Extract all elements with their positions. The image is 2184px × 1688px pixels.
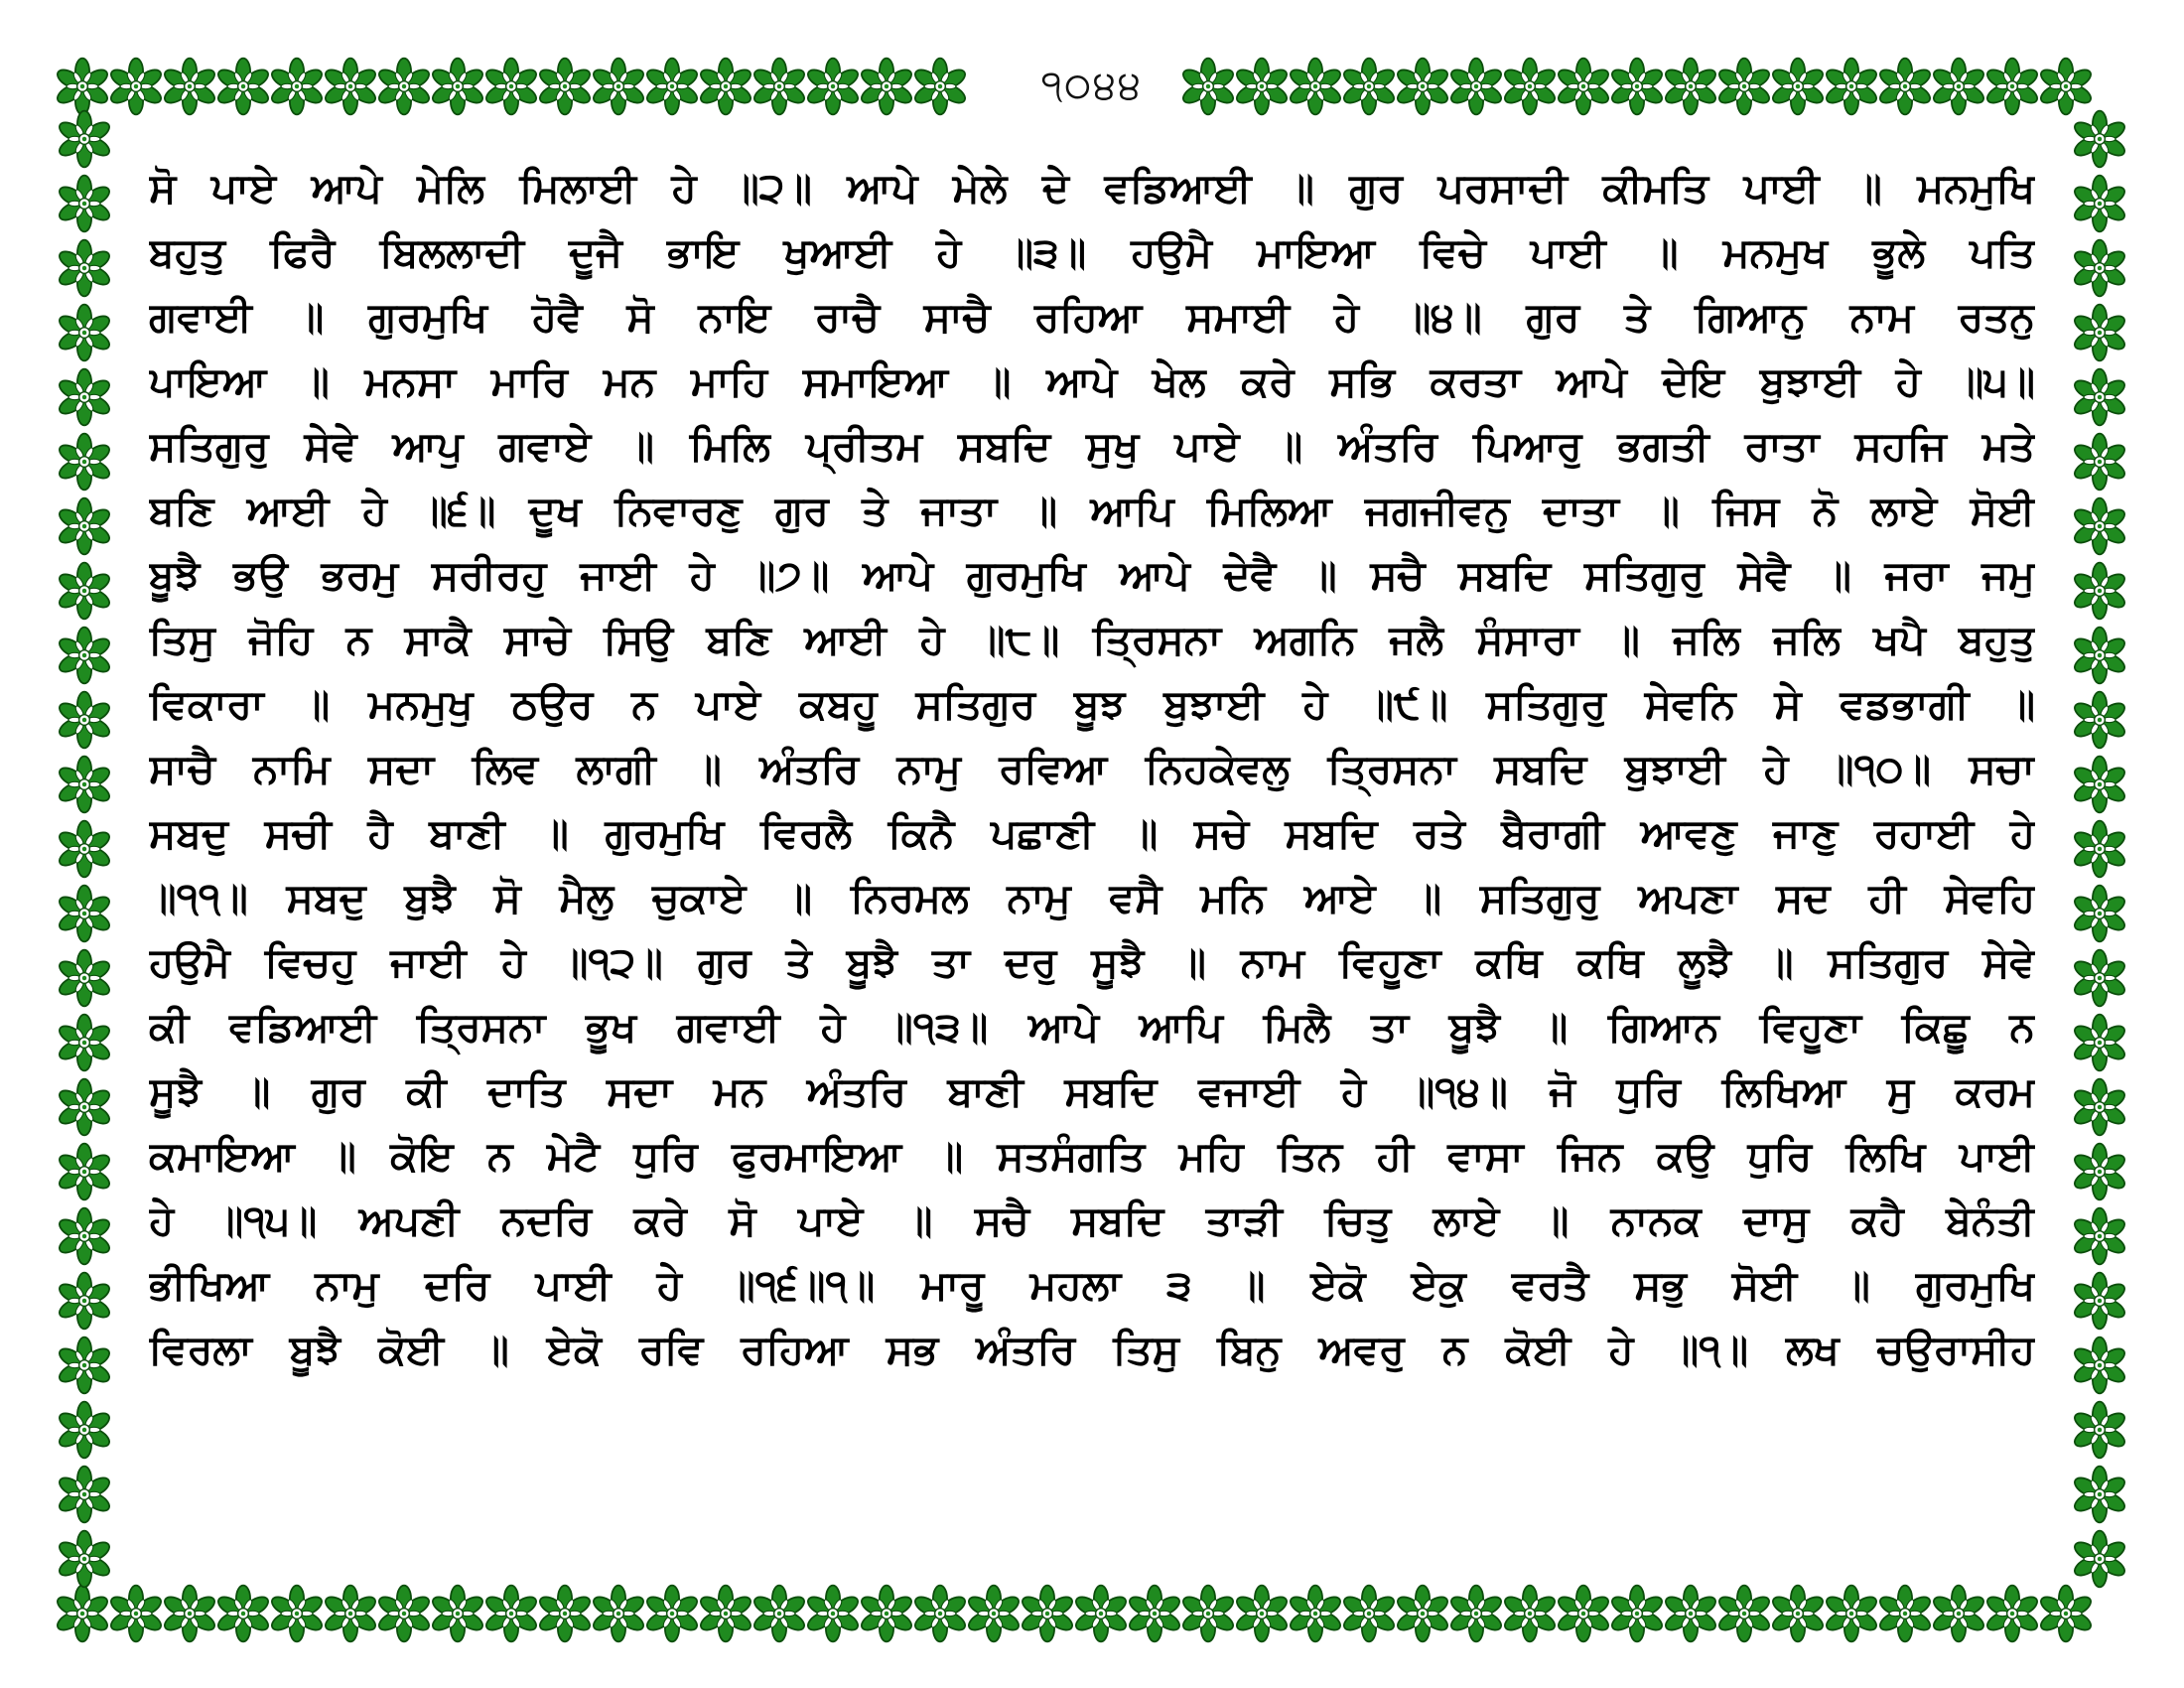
floral-border-left [50,99,119,1609]
flower-ornament-icon [1824,59,1879,115]
text-line: ਭੀਖਿਆ ਨਾਮੁ ਦਰਿ ਪਾਈ ਹੇ ॥੧੬॥੧॥ ਮਾਰੂ ਮਹਲਾ ੩ ॥ ਏਕੋ ਏਕੁ ਵਰਤੈ ਸਭੁ ਸੋਈ ॥ ਗੁਰਮੁਖਿ [149,1261,2035,1309]
floral-border-bottom [50,1579,2134,1648]
text-line: ਪਾਇਆ ॥ ਮਨਸਾ ਮਾਰਿ ਮਨ ਮਾਹਿ ਸਮਾਇਆ ॥ ਆਪੇ ਖੇਲ ਕਰੇ ਸਭਿ ਕਰਤਾ ਆਪੇ ਦੇਇ ਬੁਝਾਈ ਹੇ ॥੫॥ [149,357,2035,405]
text-line: ਬੂਝੈ ਭਉ ਭਰਮੁ ਸਰੀਰਹੁ ਜਾਈ ਹੇ ॥੭॥ ਆਪੇ ਗੁਰਮੁਖਿ ਆਪੇ ਦੇਵੈ ॥ ਸਚੈ ਸਬਦਿ ਸਤਿਗੁਰੁ ਸੇਵੈ ॥ ਜਰਾ ਜਮੁ [149,551,2035,599]
flower-ornament-icon [2072,1208,2127,1265]
text-line: ਵਿਕਾਰਾ ॥ ਮਨਮੁਖੁ ਠਉਰ ਨ ਪਾਏ ਕਬਹੂ ਸਤਿਗੁਰ ਬੂਝ ਬੁਝਾਈ ਹੇ ॥੯॥ ਸਤਿਗੁਰੁ ਸੇਵਨਿ ਸੇ ਵਡਭਾਗੀ ॥ [149,680,2035,728]
flower-ornament-icon [1341,1586,1397,1642]
flower-ornament-icon [57,176,112,232]
flower-ornament-icon [2072,1144,2127,1200]
flower-ornament-icon [1877,59,1933,115]
text-line: ਸਬਦੁ ਸਚੀ ਹੈ ਬਾਣੀ ॥ ਗੁਰਮੁਖਿ ਵਿਰਲੈ ਕਿਨੈ ਪਛਾਣੀ ॥ ਸਚੇ ਸਬਦਿ ਰਤੇ ਬੈਰਾਗੀ ਆਵਣੁ ਜਾਣੁ ਰਹਾਈ ਹੇ [149,809,2035,857]
flower-ornament-icon [698,1586,753,1642]
text-line: ਕੀ ਵਡਿਆਈ ਤ੍ਰਿਸਨਾ ਭੂਖ ਗਵਾਈ ਹੇ ॥੧੩॥ ਆਪੇ ਆਪਿ ਮਿਲੈ ਤਾ ਬੂਝੈ ॥ ਗਿਆਨ ਵਿਹੂਣਾ ਕਿਛੂ ਨ [149,1003,2035,1051]
flower-ornament-icon [2072,1467,2127,1523]
flower-ornament-icon [1770,1586,1826,1642]
flower-ornament-icon [57,240,112,297]
flower-ornament-icon [1180,59,1236,115]
flower-ornament-icon [1716,1586,1772,1642]
flower-ornament-icon [2072,886,2127,942]
flower-ornament-icon [57,1144,112,1200]
flower-ornament-icon [698,59,753,115]
flower-ornament-icon [1984,1586,2040,1642]
text-line: ਤਿਸੁ ਜੋਹਿ ਨ ਸਾਕੈ ਸਾਚੇ ਸਿਉ ਬਣਿ ਆਈ ਹੇ ॥੮॥ ਤ੍ਰਿਸਨਾ ਅਗਨਿ ਜਲੈ ਸੰਸਾਰਾ ॥ ਜਲਿ ਜਲਿ ਖਪੈ ਬਹੁਤੁ [149,616,2035,663]
flower-ornament-icon [1448,1586,1504,1642]
flower-ornament-icon [1288,59,1343,115]
flower-ornament-icon [269,1586,325,1642]
flower-ornament-icon [57,1337,112,1394]
flower-ornament-icon [323,1586,378,1642]
text-line: ਸੂਝੈ ॥ ਗੁਰ ਕੀ ਦਾਤਿ ਸਦਾ ਮਨ ਅੰਤਰਿ ਬਾਣੀ ਸਬਦਿ ਵਜਾਈ ਹੇ ॥੧੪॥ ਜੋ ਧੁਰਿ ਲਿਖਿਆ ਸੁ ਕਰਮ [149,1067,2035,1115]
flower-ornament-icon [2072,757,2127,813]
flower-ornament-icon [1020,1586,1075,1642]
flower-ornament-icon [591,59,646,115]
flower-ornament-icon [1502,59,1558,115]
flower-ornament-icon [1609,1586,1665,1642]
flower-ornament-icon [2072,1531,2127,1588]
flower-ornament-icon [57,1531,112,1588]
text-line: ਹਉਮੈ ਵਿਚਹੁ ਜਾਈ ਹੇ ॥੧੨॥ ਗੁਰ ਤੇ ਬੂਝੈ ਤਾ ਦਰੁ ਸੂਝੈ ॥ ਨਾਮ ਵਿਹੂਣਾ ਕਥਿ ਕਥਿ ਲੂਝੈ ॥ ਸਤਿਗੁਰ ਸੇਵੇ [149,938,2035,986]
flower-ornament-icon [2072,821,2127,878]
flower-ornament-icon [1877,1586,1933,1642]
flower-ornament-icon [1502,1586,1558,1642]
flower-ornament-icon [323,59,378,115]
flower-ornament-icon [644,1586,700,1642]
flower-ornament-icon [376,59,432,115]
flower-ornament-icon [57,1467,112,1523]
flower-ornament-icon [1234,1586,1290,1642]
flower-ornament-icon [2072,176,2127,232]
flower-ornament-icon [57,1273,112,1330]
flower-ornament-icon [57,950,112,1007]
flower-ornament-icon [430,59,485,115]
text-line: ਸਤਿਗੁਰੁ ਸੇਵੇ ਆਪੁ ਗਵਾਏ ॥ ਮਿਲਿ ਪ੍ਰੀਤਮ ਸਬਦਿ ਸੁਖੁ ਪਾਏ ॥ ਅੰਤਰਿ ਪਿਆਰੁ ਭਗਤੀ ਰਾਤਾ ਸਹਜਿ ਮਤੇ [149,422,2035,470]
flower-ornament-icon [1288,1586,1343,1642]
flower-ornament-icon [1448,59,1504,115]
flower-ornament-icon [537,1586,593,1642]
flower-ornament-icon [57,305,112,361]
flower-ornament-icon [162,59,217,115]
text-line: ॥੧੧॥ ਸਬਦੁ ਬੁਝੈ ਸੋ ਮੈਲੁ ਚੁਕਾਏ ॥ ਨਿਰਮਲ ਨਾਮੁ ਵਸੈ ਮਨਿ ਆਏ ॥ ਸਤਿਗੁਰੁ ਅਪਣਾ ਸਦ ਹੀ ਸੇਵਹਿ [149,874,2035,921]
flower-ornament-icon [57,628,112,684]
flower-ornament-icon [537,59,593,115]
flower-ornament-icon [1716,59,1772,115]
flower-ornament-icon [162,1586,217,1642]
flower-ornament-icon [966,1586,1022,1642]
flower-ornament-icon [912,1586,968,1642]
flower-ornament-icon [751,1586,807,1642]
floral-border-right [2065,99,2134,1609]
flower-ornament-icon [805,1586,861,1642]
flower-ornament-icon [805,59,861,115]
flower-ornament-icon [483,1586,539,1642]
flower-ornament-icon [2072,563,2127,620]
flower-ornament-icon [751,59,807,115]
flower-ornament-icon [376,1586,432,1642]
flower-ornament-icon [1073,1586,1129,1642]
flower-ornament-icon [1663,1586,1718,1642]
text-line: ਬਣਿ ਆਈ ਹੇ ॥੬॥ ਦੂਖ ਨਿਵਾਰਣੁ ਗੁਰ ਤੇ ਜਾਤਾ ॥ ਆਪਿ ਮਿਲਿਆ ਜਗਜੀਵਨੁ ਦਾਤਾ ॥ ਜਿਸ ਨੋ ਲਾਏ ਸੋਈ [149,487,2035,534]
flower-ornament-icon [591,1586,646,1642]
flower-ornament-icon [1180,1586,1236,1642]
text-line: ਸਾਚੈ ਨਾਮਿ ਸਦਾ ਲਿਵ ਲਾਗੀ ॥ ਅੰਤਰਿ ਨਾਮੁ ਰਵਿਆ ਨਿਹਕੇਵਲੁ ਤ੍ਰਿਸਨਾ ਸਬਦਿ ਬੁਝਾਈ ਹੇ ॥੧੦॥ ਸਚਾ [149,745,2035,792]
text-line: ਗਵਾਈ ॥ ਗੁਰਮੁਖਿ ਹੋਵੈ ਸੋ ਨਾਇ ਰਾਚੈ ਸਾਚੈ ਰਹਿਆ ਸਮਾਈ ਹੇ ॥੪॥ ਗੁਰ ਤੇ ਗਿਆਨੁ ਨਾਮ ਰਤਨੁ [149,293,2035,341]
flower-ornament-icon [1770,59,1826,115]
text-line: ਹੇ ॥੧੫॥ ਅਪਣੀ ਨਦਰਿ ਕਰੇ ਸੋ ਪਾਏ ॥ ਸਚੈ ਸਬਦਿ ਤਾੜੀ ਚਿਤੁ ਲਾਏ ॥ ਨਾਨਕ ਦਾਸੁ ਕਹੈ ਬੇਨੰਤੀ [149,1196,2035,1244]
flower-ornament-icon [1984,59,2040,115]
flower-ornament-icon [2072,498,2127,555]
flower-ornament-icon [57,1402,112,1459]
text-line: ਸੋ ਪਾਏ ਆਪੇ ਮੇਲਿ ਮਿਲਾਈ ਹੇ ॥੨॥ ਆਪੇ ਮੇਲੇ ਦੇ ਵਡਿਆਈ ॥ ਗੁਰ ਪਰਸਾਦੀ ਕੀਮਤਿ ਪਾਈ ॥ ਮਨਮੁਖਿ [149,164,2035,211]
flower-ornament-icon [1931,59,1986,115]
flower-ornament-icon [2072,434,2127,491]
flower-ornament-icon [2072,1079,2127,1136]
flower-ornament-icon [57,111,112,168]
text-line: ਕਮਾਇਆ ॥ ਕੋਇ ਨ ਮੇਟੈ ਧੁਰਿ ਫੁਰਮਾਇਆ ॥ ਸਤਸੰਗਤਿ ਮਹਿ ਤਿਨ ਹੀ ਵਾਸਾ ਜਿਨ ਕਉ ਧੁਰਿ ਲਿਖਿ ਪਾਈ [149,1132,2035,1180]
flower-ornament-icon [57,498,112,555]
page-number: ੧੦੪੪ [1008,58,1176,113]
flower-ornament-icon [57,1015,112,1071]
flower-ornament-icon [2072,1337,2127,1394]
text-line: ਵਿਰਲਾ ਬੂਝੈ ਕੋਈ ॥ ਏਕੋ ਰਵਿ ਰਹਿਆ ਸਭ ਅੰਤਰਿ ਤਿਸੁ ਬਿਨੁ ਅਵਰੁ ਨ ਕੋਈ ਹੇ ॥੧॥ ਲਖ ਚਉਰਾਸੀਹ [149,1326,2035,1373]
flower-ornament-icon [912,59,968,115]
flower-ornament-icon [2072,1015,2127,1071]
flower-ornament-icon [1395,59,1450,115]
flower-ornament-icon [1234,59,1290,115]
flower-ornament-icon [57,563,112,620]
flower-ornament-icon [2072,692,2127,749]
flower-ornament-icon [2072,240,2127,297]
flower-ornament-icon [215,59,271,115]
flower-ornament-icon [57,886,112,942]
flower-ornament-icon [57,692,112,749]
flower-ornament-icon [2072,628,2127,684]
flower-ornament-icon [57,434,112,491]
flower-ornament-icon [57,821,112,878]
flower-ornament-icon [2072,1273,2127,1330]
flower-ornament-icon [2072,369,2127,426]
scripture-text [149,159,2035,1385]
text-line: ਬਹੁਤੁ ਫਿਰੈ ਬਿਲਲਾਦੀ ਦੂਜੈ ਭਾਇ ਖੁਆਈ ਹੇ ॥੩॥ ਹਉਮੈ ਮਾਇਆ ਵਿਚੇ ਪਾਈ ॥ ਮਨਮੁਖ ਭੂਲੇ ਪਤਿ [149,228,2035,276]
flower-ornament-icon [2072,950,2127,1007]
flower-ornament-icon [1556,1586,1611,1642]
flower-ornament-icon [1341,59,1397,115]
flower-ornament-icon [1663,59,1718,115]
flower-ornament-icon [57,1208,112,1265]
flower-ornament-icon [483,59,539,115]
flower-ornament-icon [57,369,112,426]
flower-ornament-icon [215,1586,271,1642]
flower-ornament-icon [1824,1586,1879,1642]
flower-ornament-icon [57,757,112,813]
flower-ornament-icon [859,1586,914,1642]
flower-ornament-icon [57,1079,112,1136]
flower-ornament-icon [644,59,700,115]
flower-ornament-icon [430,1586,485,1642]
flower-ornament-icon [1609,59,1665,115]
flower-ornament-icon [859,59,914,115]
flower-ornament-icon [1395,1586,1450,1642]
flower-ornament-icon [2072,1402,2127,1459]
flower-ornament-icon [2072,305,2127,361]
flower-ornament-icon [2072,111,2127,168]
flower-ornament-icon [1556,59,1611,115]
flower-ornament-icon [1127,1586,1182,1642]
flower-ornament-icon [269,59,325,115]
flower-ornament-icon [1931,1586,1986,1642]
